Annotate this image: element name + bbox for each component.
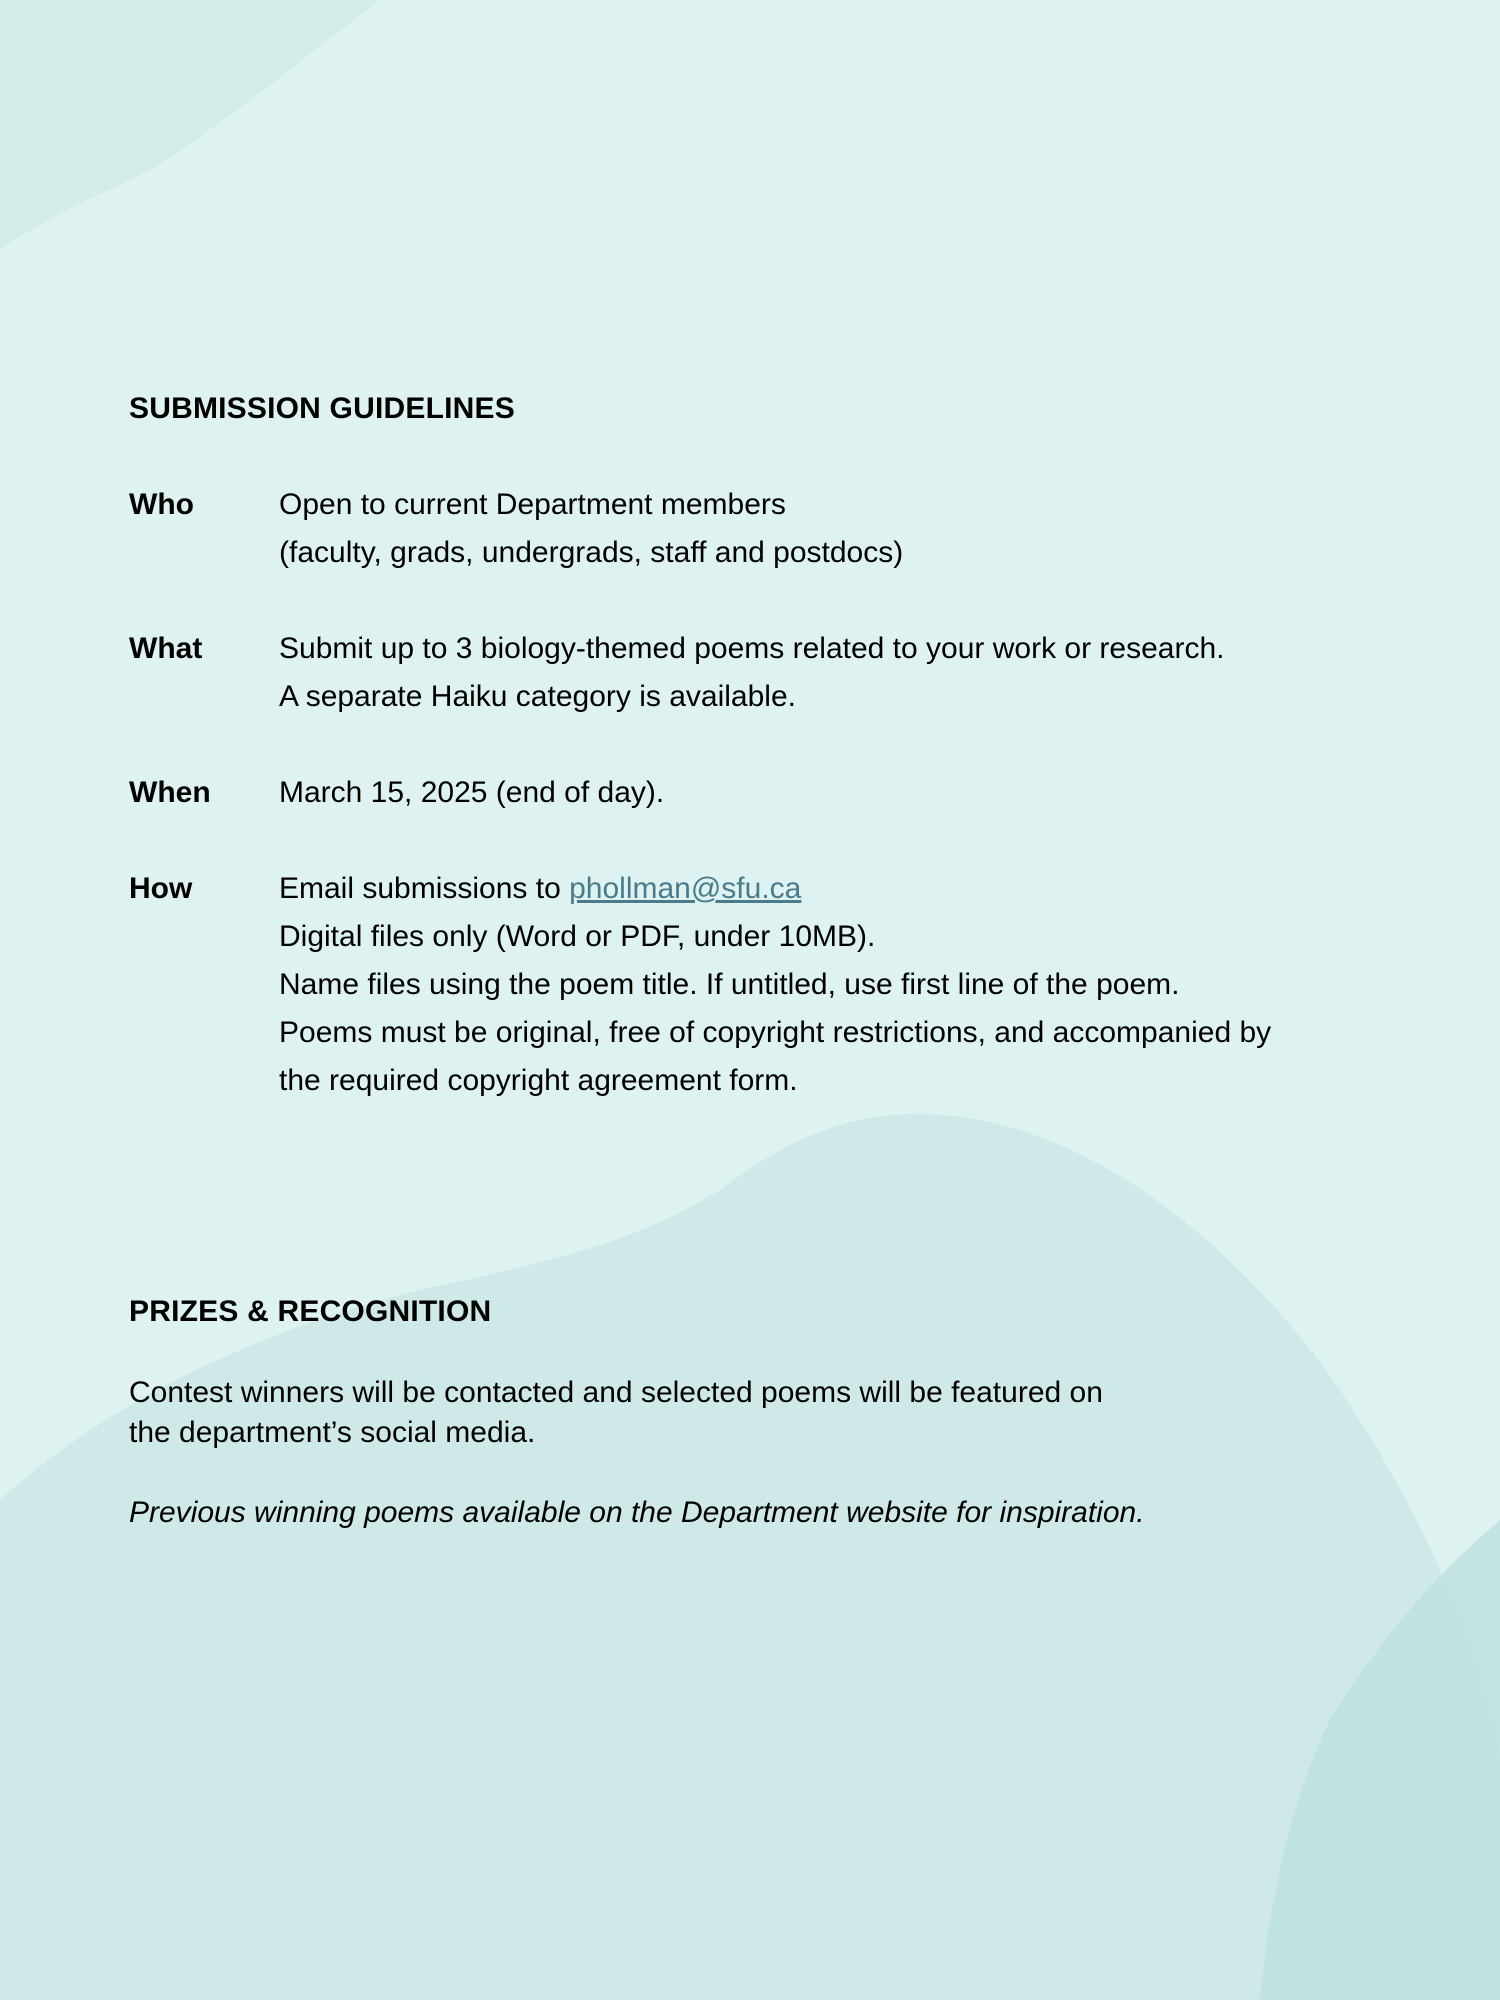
previous-winners-note: Previous winning poems available on the Department website for inspiration.: [129, 1496, 1145, 1529]
guideline-line: the required copyright agreement form.: [279, 1064, 798, 1097]
email-line: [279, 865, 1389, 913]
prize-line: Contest winners will be contacted and selected poems will be featured on: [129, 1376, 1103, 1409]
guideline-text-who: [279, 481, 1389, 577]
guideline-text-how: [279, 865, 1389, 1105]
guideline-line: March 15, 2025 (end of day).: [279, 776, 665, 809]
prizes-description: [129, 1373, 1329, 1453]
guideline-line: Digital files only (Word or PDF, under 10MB).: [279, 920, 876, 953]
guideline-text-what: [279, 625, 1389, 721]
email-link[interactable]: phollman@sfu.ca: [569, 872, 802, 905]
guideline-line: A separate Haiku category is available.: [279, 680, 796, 713]
bottom-wave-shape: [0, 1114, 1500, 2000]
submission-guidelines-heading: SUBMISSION GUIDELINES: [129, 392, 515, 425]
prizes-heading: PRIZES & RECOGNITION: [129, 1295, 492, 1328]
guideline-label-who: Who: [129, 488, 194, 521]
guideline-line: Open to current Department members: [279, 488, 786, 521]
email-prefix: Email submissions to: [279, 872, 570, 905]
guideline-line: Submit up to 3 biology-themed poems related to your work or research.: [279, 632, 1225, 665]
prize-line: the department’s social media.: [129, 1416, 536, 1449]
top-left-wave-shape: [0, 0, 380, 250]
guideline-label-how: How: [129, 872, 193, 905]
guideline-line: Poems must be original, free of copyright restrictions, and accompanied by: [279, 1016, 1272, 1049]
guideline-label-what: What: [129, 632, 203, 665]
guideline-label-when: When: [129, 776, 211, 809]
guideline-text-when: [279, 769, 1389, 817]
guideline-line: (faculty, grads, undergrads, staff and postdocs): [279, 536, 904, 569]
guideline-line: Name files using the poem title. If untitled, use first line of the poem.: [279, 968, 1180, 1001]
